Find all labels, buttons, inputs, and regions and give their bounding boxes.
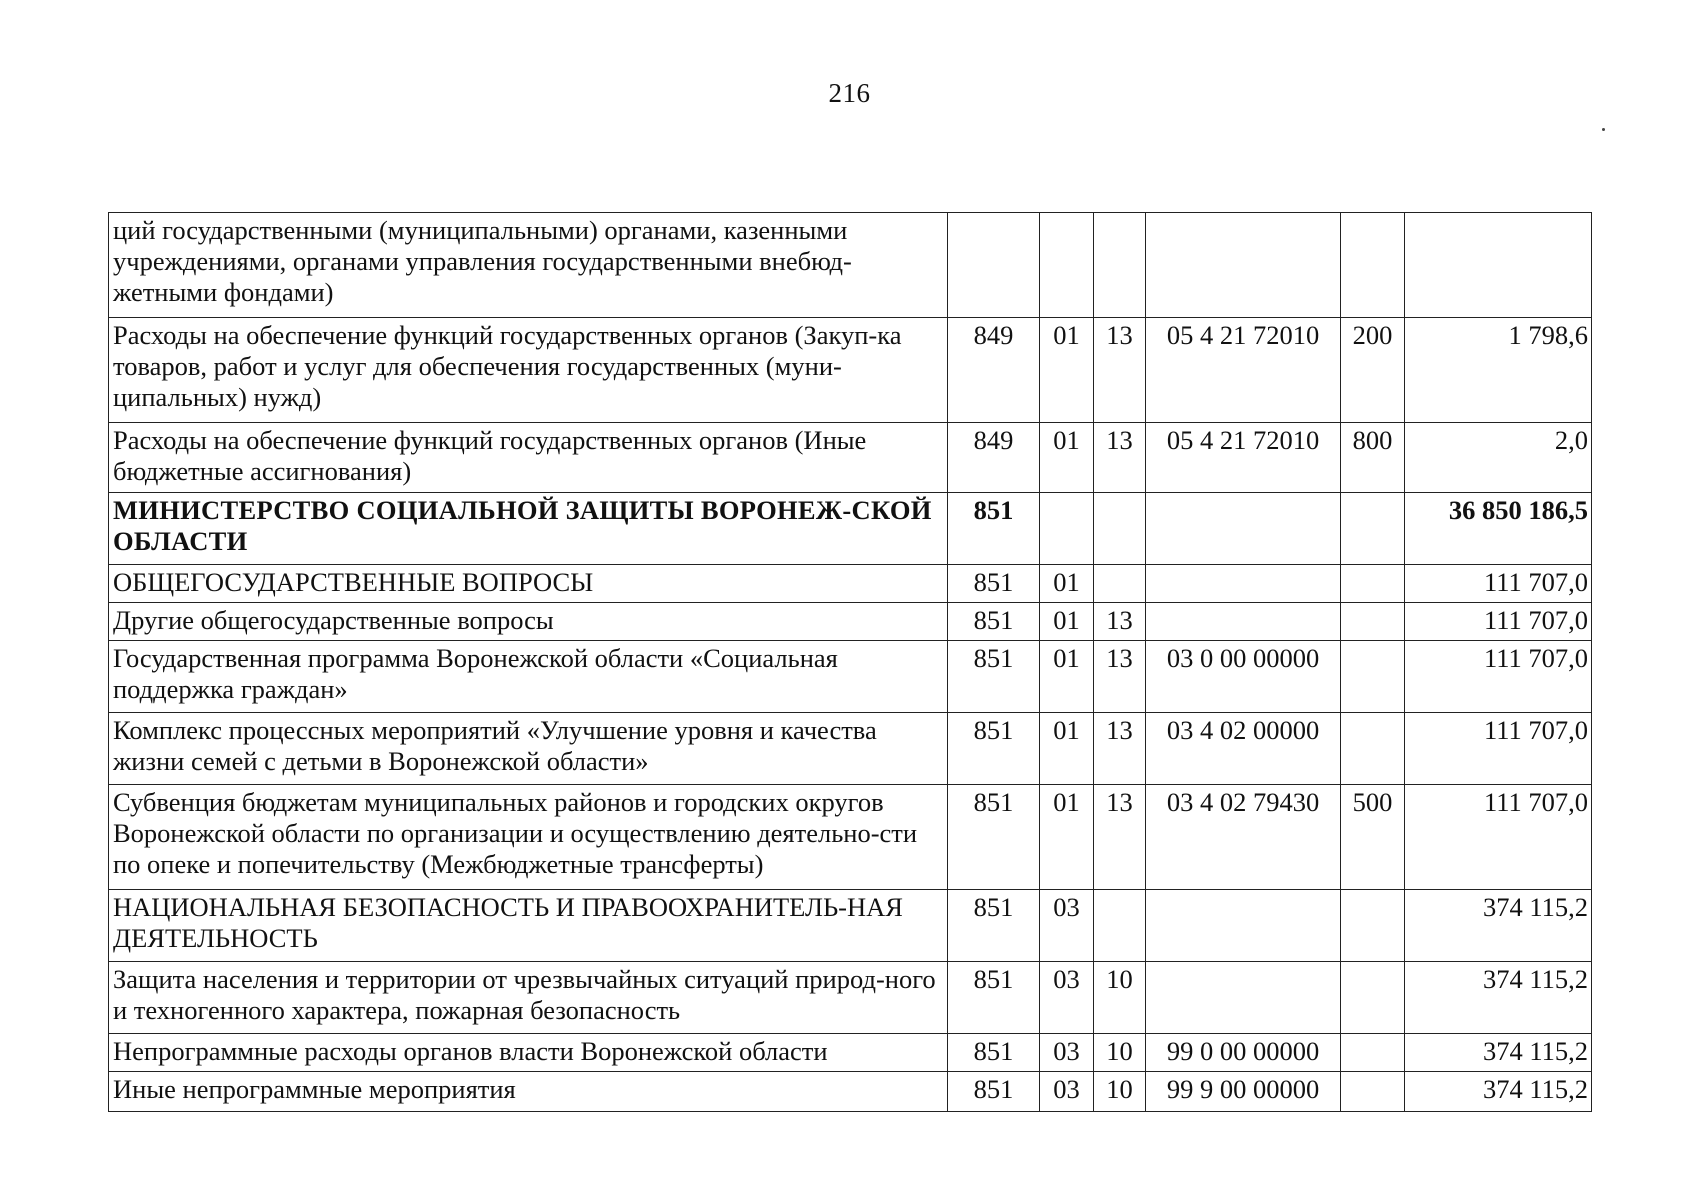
table-row — [109, 213, 1592, 318]
row-rz-cell — [1040, 213, 1094, 318]
row-gr-cell: 851 — [948, 1072, 1040, 1112]
row-amount-cell: 1 798,6 — [1405, 318, 1592, 423]
row-csr-cell: 03 4 02 00000 — [1146, 713, 1341, 785]
row-amount-cell: 374 115,2 — [1405, 1034, 1592, 1072]
row-csr-cell — [1146, 493, 1341, 565]
row-pr-cell: 13 — [1094, 423, 1146, 493]
row-name-cell: Непрограммные расходы органов власти Воронежской области — [109, 1034, 948, 1072]
table-row — [109, 890, 1592, 962]
row-pr-cell: 13 — [1094, 641, 1146, 713]
row-gr-cell: 851 — [948, 641, 1040, 713]
row-gr-cell: 849 — [948, 318, 1040, 423]
row-pr-cell: 13 — [1094, 785, 1146, 890]
row-gr-cell: 851 — [948, 962, 1040, 1034]
row-gr-cell: 851 — [948, 493, 1040, 565]
row-pr-cell: 13 — [1094, 318, 1146, 423]
row-amount-cell: 111 707,0 — [1405, 603, 1592, 641]
row-rz-cell — [1040, 493, 1094, 565]
row-vr-cell — [1341, 493, 1405, 565]
row-amount-cell: 374 115,2 — [1405, 1072, 1592, 1112]
table-row — [109, 1072, 1592, 1112]
row-csr-cell: 99 9 00 00000 — [1146, 1072, 1341, 1112]
row-rz-cell: 01 — [1040, 785, 1094, 890]
row-csr-cell — [1146, 213, 1341, 318]
row-vr-cell — [1341, 603, 1405, 641]
row-name-cell: Комплекс процессных мероприятий «Улучшение уровня и качества жизни семей с детьми в Воронежской области» — [109, 713, 948, 785]
row-name-cell: МИНИСТЕРСТВО СОЦИАЛЬНОЙ ЗАЩИТЫ ВОРОНЕЖ-СКОЙ ОБЛАСТИ — [109, 493, 948, 565]
table-row — [109, 641, 1592, 713]
row-pr-cell: 13 — [1094, 713, 1146, 785]
row-rz-cell: 01 — [1040, 423, 1094, 493]
row-rz-cell: 03 — [1040, 1034, 1094, 1072]
row-name-cell: Иные непрограммные мероприятия — [109, 1072, 948, 1112]
table-row — [109, 713, 1592, 785]
row-csr-cell: 03 0 00 00000 — [1146, 641, 1341, 713]
table-row — [109, 423, 1592, 493]
row-amount-cell: 111 707,0 — [1405, 565, 1592, 603]
row-vr-cell: 200 — [1341, 318, 1405, 423]
row-csr-cell: 03 4 02 79430 — [1146, 785, 1341, 890]
row-amount-cell: 374 115,2 — [1405, 890, 1592, 962]
row-rz-cell: 01 — [1040, 318, 1094, 423]
row-gr-cell: 851 — [948, 713, 1040, 785]
row-amount-cell: 111 707,0 — [1405, 785, 1592, 890]
row-pr-cell: 10 — [1094, 962, 1146, 1034]
row-rz-cell: 01 — [1040, 713, 1094, 785]
row-csr-cell: 05 4 21 72010 — [1146, 423, 1341, 493]
row-pr-cell: 10 — [1094, 1072, 1146, 1112]
row-gr-cell: 851 — [948, 785, 1040, 890]
row-pr-cell — [1094, 890, 1146, 962]
row-pr-cell — [1094, 213, 1146, 318]
scan-speck — [1602, 128, 1605, 131]
row-vr-cell — [1341, 1034, 1405, 1072]
row-vr-cell — [1341, 565, 1405, 603]
table-row — [109, 603, 1592, 641]
row-rz-cell: 01 — [1040, 565, 1094, 603]
table-row — [109, 962, 1592, 1034]
row-amount-cell: 111 707,0 — [1405, 641, 1592, 713]
row-amount-cell: 374 115,2 — [1405, 962, 1592, 1034]
row-csr-cell — [1146, 565, 1341, 603]
row-vr-cell — [1341, 962, 1405, 1034]
row-pr-cell: 10 — [1094, 1034, 1146, 1072]
row-pr-cell — [1094, 565, 1146, 603]
row-gr-cell: 851 — [948, 603, 1040, 641]
row-amount-cell: 2,0 — [1405, 423, 1592, 493]
row-name-cell: Другие общегосударственные вопросы — [109, 603, 948, 641]
row-rz-cell: 03 — [1040, 962, 1094, 1034]
row-vr-cell — [1341, 213, 1405, 318]
table-row — [109, 318, 1592, 423]
row-vr-cell — [1341, 713, 1405, 785]
row-csr-cell — [1146, 890, 1341, 962]
row-gr-cell — [948, 213, 1040, 318]
row-vr-cell — [1341, 890, 1405, 962]
row-name-cell: НАЦИОНАЛЬНАЯ БЕЗОПАСНОСТЬ И ПРАВООХРАНИТЕЛЬ-НАЯ ДЕЯТЕЛЬНОСТЬ — [109, 890, 948, 962]
row-amount-cell: 36 850 186,5 — [1405, 493, 1592, 565]
row-name-cell: ОБЩЕГОСУДАРСТВЕННЫЕ ВОПРОСЫ — [109, 565, 948, 603]
row-name-cell: Расходы на обеспечение функций государственных органов (Иные бюджетные ассигнования) — [109, 423, 948, 493]
table-row — [109, 785, 1592, 890]
table-row — [109, 565, 1592, 603]
table-row — [109, 1034, 1592, 1072]
row-vr-cell: 500 — [1341, 785, 1405, 890]
row-name-cell: Расходы на обеспечение функций государственных органов (Закуп-ка товаров, работ и услуг для обеспечения государственных (муни-ципальных) нужд) — [109, 318, 948, 423]
row-csr-cell — [1146, 962, 1341, 1034]
row-csr-cell: 99 0 00 00000 — [1146, 1034, 1341, 1072]
row-amount-cell — [1405, 213, 1592, 318]
row-rz-cell: 03 — [1040, 890, 1094, 962]
row-vr-cell — [1341, 641, 1405, 713]
page-number: 216 — [828, 78, 871, 108]
row-gr-cell: 851 — [948, 1034, 1040, 1072]
row-amount-cell: 111 707,0 — [1405, 713, 1592, 785]
row-pr-cell: 13 — [1094, 603, 1146, 641]
row-rz-cell: 01 — [1040, 603, 1094, 641]
row-name-cell: Субвенция бюджетам муниципальных районов и городских округов Воронежской области по организации и осуществлению деятельно-сти по опеке и попечительству (Межбюджетные трансферты) — [109, 785, 948, 890]
row-vr-cell — [1341, 1072, 1405, 1112]
row-name-cell: ций государственными (муниципальными) органами, казенными учреждениями, органами управления государственными внебюд-жетными фондами) — [109, 213, 948, 318]
row-gr-cell: 851 — [948, 890, 1040, 962]
row-csr-cell — [1146, 603, 1341, 641]
row-name-cell: Государственная программа Воронежской области «Социальная поддержка граждан» — [109, 641, 948, 713]
row-csr-cell: 05 4 21 72010 — [1146, 318, 1341, 423]
row-name-cell: Защита населения и территории от чрезвычайных ситуаций природ-ного и техногенного характера, пожарная безопасность — [109, 962, 948, 1034]
row-vr-cell: 800 — [1341, 423, 1405, 493]
row-gr-cell: 849 — [948, 423, 1040, 493]
row-rz-cell: 01 — [1040, 641, 1094, 713]
row-pr-cell — [1094, 493, 1146, 565]
budget-table-body — [109, 213, 1592, 1112]
budget-table — [108, 212, 1592, 1112]
row-rz-cell: 03 — [1040, 1072, 1094, 1112]
table-row — [109, 493, 1592, 565]
row-gr-cell: 851 — [948, 565, 1040, 603]
